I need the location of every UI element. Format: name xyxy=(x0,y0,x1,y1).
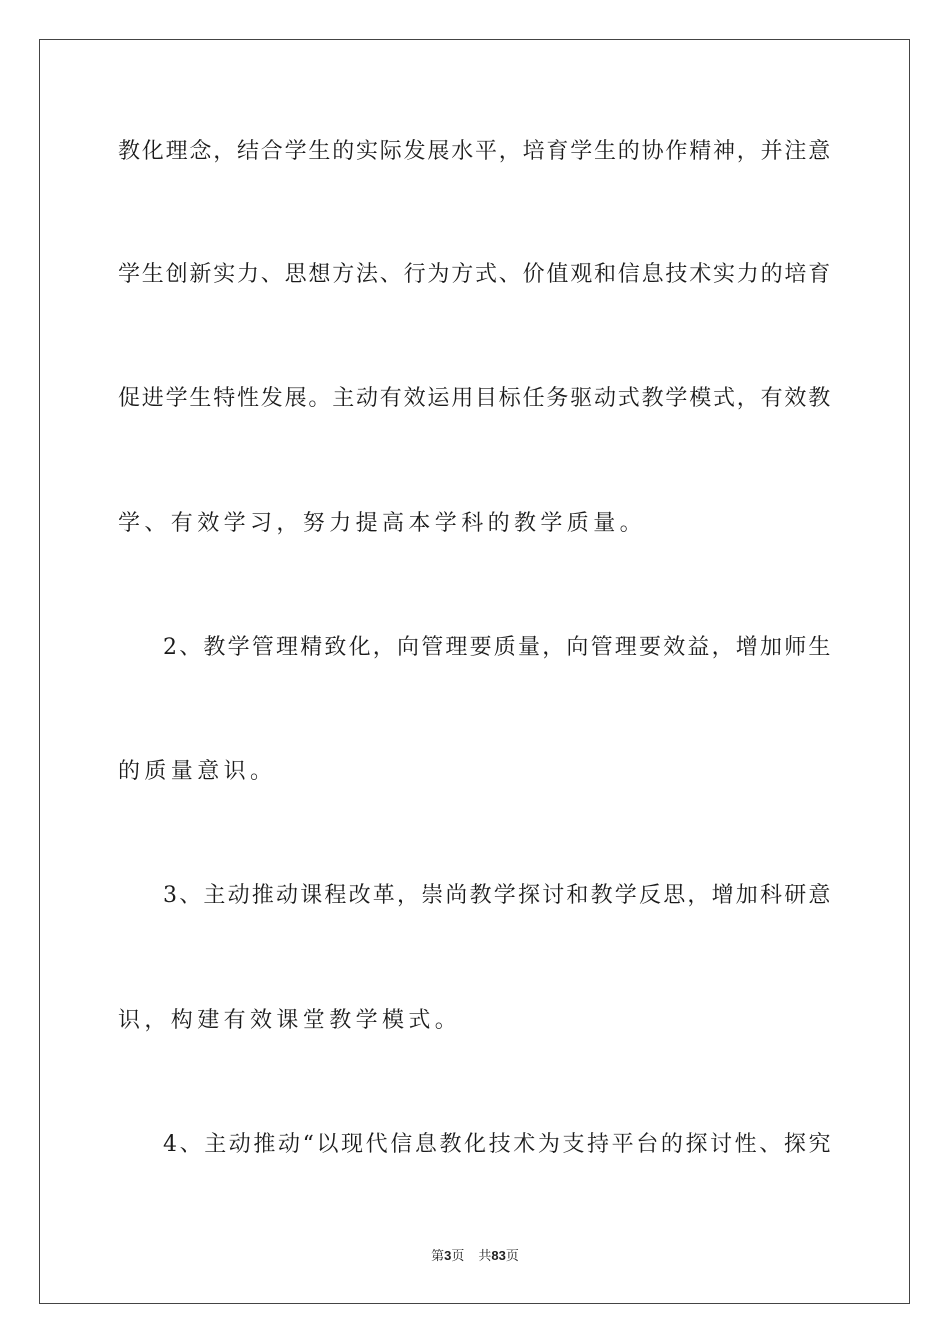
footer-total-prefix: 共 xyxy=(478,1249,492,1264)
footer-total-suffix: 页 xyxy=(505,1249,519,1264)
text-line-7: 3、主动推动课程改革，崇尚教学探讨和教学反思，增加科研意 xyxy=(163,883,833,908)
footer-page-number: 3 xyxy=(444,1248,452,1263)
text-line-8: 识，构建有效课堂教学模式。 xyxy=(118,1008,462,1033)
text-line-6: 的质量意识。 xyxy=(118,759,277,784)
text-line-4: 学、有效学习，努力提高本学科的教学质量。 xyxy=(118,511,647,536)
text-line-2: 学生创新实力、思想方法、行为方式、价值观和信息技术实力的培育 xyxy=(118,262,833,287)
page-footer xyxy=(0,1248,950,1265)
text-line-5: 2、教学管理精致化，向管理要质量，向管理要效益，增加师生 xyxy=(163,635,833,660)
footer-total-pages: 83 xyxy=(491,1248,506,1263)
footer-page-suffix: 页 xyxy=(451,1249,465,1264)
text-line-9: 4、主动推动“以现代信息教化技术为支持平台的探讨性、探究 xyxy=(163,1132,834,1157)
text-line-3: 促进学生特性发展。主动有效运用目标任务驱动式教学模式，有效教 xyxy=(118,386,833,411)
footer-page-prefix: 第 xyxy=(431,1249,445,1264)
text-line-1: 教化理念，结合学生的实际发展水平，培育学生的协作精神，并注意 xyxy=(118,139,833,164)
page-frame xyxy=(39,39,910,1304)
